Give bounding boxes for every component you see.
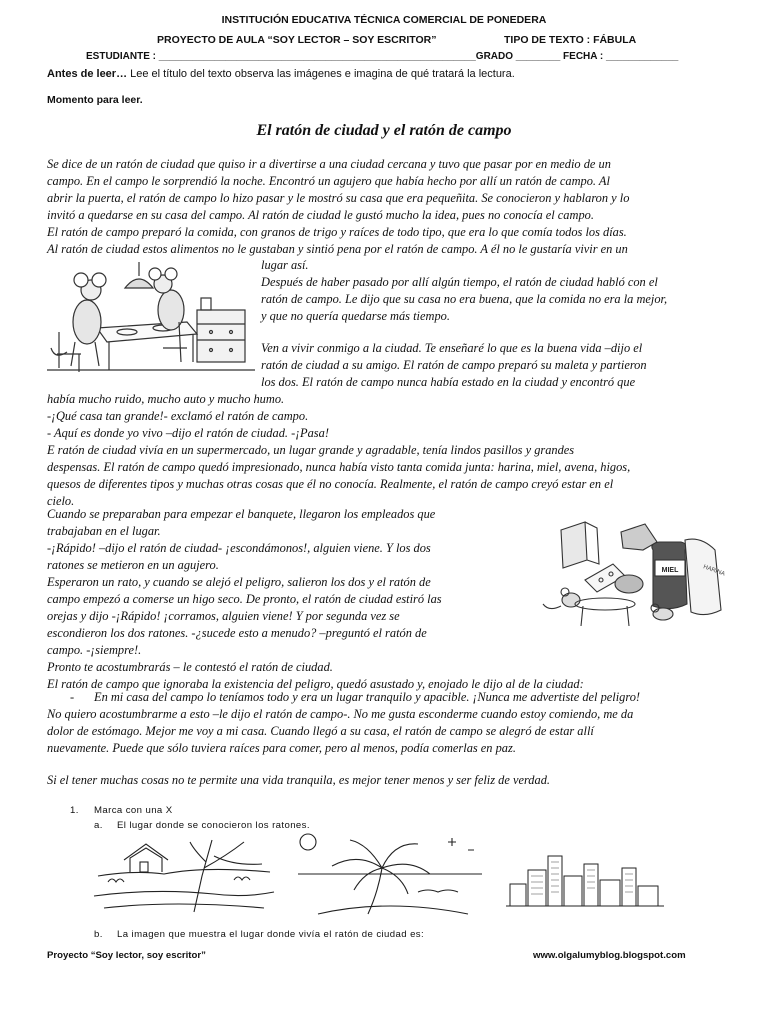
story-line: invitó a quedarse en su casa del campo. Al ratón de ciudad le gustó mucho la idea, pues no conocía el campo.: [47, 208, 594, 222]
story-line: ratón de campo. Le dijo que su casa no era buena, que la comida no era la mejor,: [261, 292, 668, 306]
story-line: despensas. El ratón de campo quedó impresionado, nunca había visto tanta comida junta: harina, miel, avena, higos,: [47, 460, 631, 474]
story-line: E ratón de ciudad vivía en un supermercado, un lugar grande y agradable, tenía lindos pasillos y grandes: [47, 443, 575, 457]
text-type: TIPO DE TEXTO : FÁBULA: [504, 34, 637, 46]
story-paragraph-f: [47, 706, 633, 757]
option-palm-image[interactable]: [298, 832, 482, 916]
story-line: abrir la puerta, el ratón de campo lo hizo pasar y le mostró su casa que era pequeñita. Se conocieron y hablaron y lo: [47, 191, 630, 205]
story-line: lugar así.: [261, 258, 309, 272]
story-line: - Aquí es donde yo vivo –dijo el ratón de ciudad. -¡Pasa!: [47, 426, 329, 440]
story-line: ratones se metieron en un agujero.: [47, 558, 219, 572]
story-line: El ratón de campo preparó la comida, con granos de trigo y raíces de todo tipo, que era lo que comía todos los días.: [47, 225, 627, 239]
before-reading: [47, 68, 515, 80]
story-line: había mucho ruido, mucho auto y mucho humo.: [47, 392, 285, 406]
question-b-letter: b.: [94, 929, 103, 940]
story-line: No quiero acostumbrarme a esto –le dijo el ratón de campo-. No me gusta esconderme cuando estoy comiendo, me da: [47, 707, 634, 721]
story-moral: Si el tener muchas cosas no te permite una vida tranquila, es mejor tener menos y ser feliz de verdad.: [47, 773, 550, 787]
story-line: campo empezó a comerse un higo seco. De pronto, el ratón de ciudad estiró las: [47, 592, 442, 606]
bag-label: HARINA: [702, 564, 726, 578]
institution-title: INSTITUCIÓN EDUCATIVA TÉCNICA COMERCIAL DE PONEDERA: [221, 14, 547, 26]
story-line: orejas y dijo -¡Rápido! ¡corramos, alguien viene! Y por segunda vez se: [47, 609, 400, 623]
project-title: PROYECTO DE AULA “SOY LECTOR – SOY ESCRITOR”: [157, 34, 437, 46]
story-line: campo. -¡siempre!.: [47, 643, 142, 657]
story-line: Cuando se preparaban para empezar el banquete, llegaron los empleados que: [47, 507, 436, 521]
question-a-letter: a.: [94, 820, 103, 831]
student-line: ESTUDIANTE : _________________________________________________________GRADO ________ FECHA : _____________: [86, 51, 679, 62]
story-line: -¡Qué casa tan grande!- exclamó el ratón de campo.: [47, 409, 309, 423]
bullet-dash: -: [70, 690, 75, 704]
story-line: escondieron los dos ratones. -¿sucede esto a menudo? –preguntó el ratón de: [47, 626, 427, 640]
before-reading-label: Antes de leer…: [47, 68, 128, 80]
story-line: nuevamente. Puede que sólo tuviera raíces para comer, pero al menos, podía comerlas en paz.: [47, 741, 516, 755]
option-city-image[interactable]: [506, 854, 664, 908]
question-b-text: La imagen que muestra el lugar donde vivía el ratón de ciudad es:: [117, 929, 425, 940]
story-line: dolor de estómago. Mejor me voy a mi casa. Cuando llegó a su casa, el ratón de campo se alegró de estar allí: [47, 724, 594, 738]
story-paragraph-a: [47, 156, 629, 258]
footer-url[interactable]: www.olgalumyblog.blogspot.com: [533, 950, 686, 961]
question-a-text: El lugar donde se conocieron los ratones.: [117, 820, 310, 831]
story-line: cielo.: [47, 494, 75, 508]
story-line: los dos. El ratón de campo nunca había estado en la ciudad y encontró que: [261, 375, 636, 389]
story-paragraph-d: [47, 391, 630, 510]
story-line: trabajaban en el lugar.: [47, 524, 161, 538]
story-line: Después de haber pasado por allí algún tiempo, el ratón de ciudad habló con el: [261, 275, 658, 289]
question-1-text: Marca con una X: [94, 805, 173, 816]
story-title: El ratón de ciudad y el ratón de campo: [256, 122, 512, 139]
moment-label: Momento para leer.: [47, 94, 143, 106]
story-line: El ratón de campo que ignoraba la existencia del peligro, quedó asustado y, enojado le dijo al de la ciudad:: [47, 677, 584, 691]
story-paragraph-b: [261, 257, 667, 325]
story-line: y que no quería quedarse más tiempo.: [261, 309, 450, 323]
story-line: Ven a vivir conmigo a la ciudad. Te enseñaré lo que es la buena vida –dijo el: [261, 341, 643, 355]
story-bullet-line: En mi casa del campo lo teníamos todo y era un lugar tranquilo y apacible. ¡Nunca me advertiste del peligro!: [94, 690, 641, 704]
story-paragraph-c: [261, 340, 647, 391]
story-line: Esperaron un rato, y cuando se alejó el peligro, salieron los dos y el ratón de: [47, 575, 431, 589]
jar-label: MIEL: [661, 567, 679, 574]
story-line: Pronto te acostumbrarás – le contestó el ratón de ciudad.: [47, 660, 333, 674]
option-countryside-image[interactable]: [94, 836, 274, 914]
story-line: ratón de ciudad a su amigo. El ratón de campo preparó su maleta y partieron: [261, 358, 647, 372]
story-line: quesos de diferentes tipos y muchas otras cosas que él no conocía. Realmente, el ratón de campo creyó estar en el: [47, 477, 614, 491]
story-line: campo. En el campo le sorprendió la noche. Encontró un agujero que había hecho por allí un ratón de campo. Al: [47, 174, 610, 188]
question-1-number: 1.: [70, 805, 79, 816]
supermarket-illustration: [525, 520, 726, 628]
story-line: -¡Rápido! –dijo el ratón de ciudad- ¡escondámonos!, alguien viene. Y los dos: [47, 541, 431, 555]
footer-project: Proyecto “Soy lector, soy escritor”: [47, 950, 206, 961]
kitchen-illustration: [47, 262, 255, 374]
story-line: Se dice de un ratón de ciudad que quiso ir a divertirse a una ciudad cercana y tuvo que pasar por en medio de un: [47, 157, 611, 171]
before-reading-text: Lee el título del texto observa las imágenes e imagina de qué tratará la lectura.: [127, 68, 515, 80]
story-line: Al ratón de ciudad estos alimentos no le gustaban y sintió pena por el ratón de campo. A él no le gustaría vivir en un: [47, 242, 628, 256]
story-paragraph-e: [47, 506, 584, 693]
